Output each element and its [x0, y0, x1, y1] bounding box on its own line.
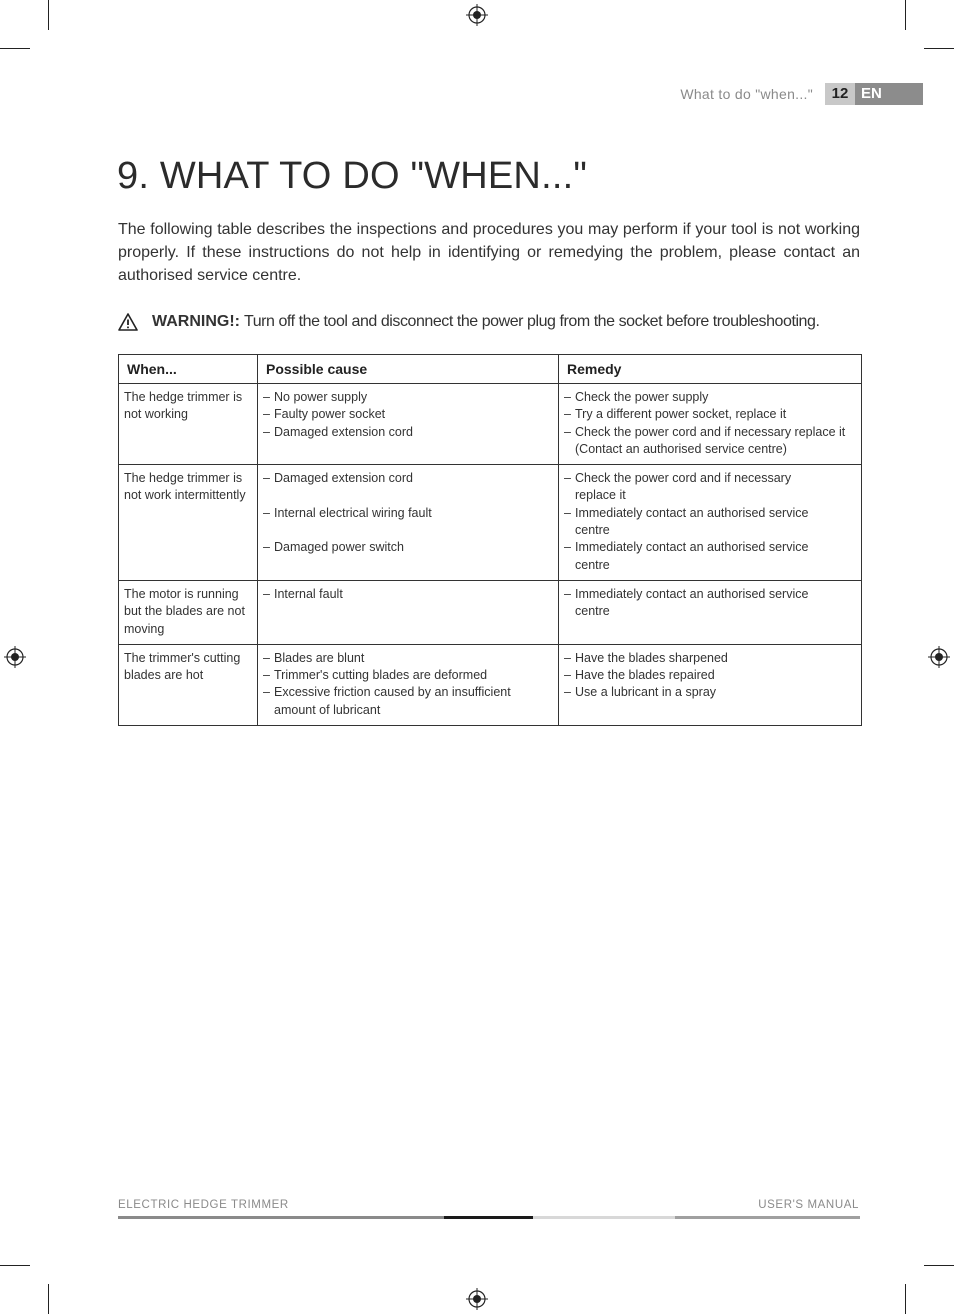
column-header-cause: Possible cause	[258, 355, 559, 384]
list-item: – Have the blades repaired	[564, 668, 715, 683]
when-cell: The hedge trimmer is not work intermittently	[119, 465, 258, 581]
crop-mark	[48, 0, 49, 30]
table-row	[119, 580, 862, 644]
list-item: – Damaged power switch	[263, 540, 404, 555]
list-item: – Check the power cord and if necessary replace it (Contact an authorised service centre)	[564, 424, 846, 456]
warning-triangle-icon	[118, 313, 138, 331]
troubleshooting-table	[118, 354, 862, 726]
list-item: – Trimmer's cutting blades are deformed	[263, 668, 488, 683]
column-header-when: When...	[119, 355, 258, 384]
page-badge	[825, 83, 923, 105]
list-item: – Use a lubricant in a spray	[564, 685, 717, 700]
remedy-cell	[559, 580, 862, 644]
crop-mark	[48, 1284, 49, 1314]
list-item: – No power supply	[263, 390, 368, 404]
crop-mark	[905, 1284, 906, 1314]
crop-mark	[0, 1265, 30, 1266]
footer-product-name: ELECTRIC HEDGE TRIMMER	[118, 1199, 289, 1211]
list-item: – Internal electrical wiring fault	[263, 505, 432, 520]
list-item: – Blades are blunt	[263, 650, 365, 665]
list-item: – Excessive friction caused by an insufficient amount of lubricant	[263, 685, 511, 717]
list-item: – Try a different power socket, replace it	[564, 407, 787, 422]
footer-bar	[675, 1216, 860, 1219]
table-header-row	[119, 355, 862, 384]
list-item: – Check the power cord and if necessary replace it	[564, 471, 792, 503]
crop-mark	[0, 48, 30, 49]
language-code: EN	[855, 83, 923, 105]
cause-cell	[258, 384, 559, 465]
running-head: What to do "when..."	[680, 86, 813, 102]
list-item: – Damaged extension cord	[263, 471, 413, 486]
column-header-remedy: Remedy	[559, 355, 862, 384]
footer-bar	[444, 1216, 533, 1219]
footer-bar	[533, 1216, 675, 1219]
list-item: – Immediately contact an authorised service centre	[564, 540, 809, 572]
crop-mark	[905, 0, 906, 30]
table-row	[119, 465, 862, 581]
footer-manual-label: USER'S MANUAL	[758, 1199, 859, 1211]
remedy-cell	[559, 465, 862, 581]
when-cell: The hedge trimmer is not working	[119, 384, 258, 465]
warning-notice	[118, 313, 878, 331]
when-cell: The motor is running but the blades are not moving	[119, 580, 258, 644]
remedy-cell	[559, 384, 862, 465]
list-item: – Internal fault	[263, 586, 343, 601]
list-item: – Check the power supply	[564, 390, 709, 404]
warning-label: WARNING!:	[152, 313, 240, 330]
footer-bar	[118, 1216, 444, 1219]
crop-mark	[924, 48, 954, 49]
registration-mark-icon	[466, 1288, 488, 1310]
list-item: – Immediately contact an authorised service centre	[564, 586, 809, 619]
list-item: – Damaged extension cord	[263, 424, 413, 439]
table-row	[119, 384, 862, 465]
table-row	[119, 644, 862, 725]
warning-text: Turn off the tool and disconnect the power plug from the socket before troubleshooting.	[243, 313, 820, 330]
cause-cell	[258, 644, 559, 725]
registration-mark-icon	[466, 4, 488, 26]
list-item: – Have the blades sharpened	[564, 650, 728, 665]
list-item: – Faulty power socket	[263, 407, 386, 422]
crop-mark	[924, 1265, 954, 1266]
cause-cell	[258, 580, 559, 644]
when-cell: The trimmer's cutting blades are hot	[119, 644, 258, 725]
intro-paragraph: The following table describes the inspections and procedures you may perform if your tool is not working properly. If these instructions do not help in identifying or remedying the problem, please contact an authorised service centre.	[118, 221, 860, 284]
list-item: – Immediately contact an authorised service centre	[564, 505, 809, 538]
page-number: 12	[825, 83, 855, 105]
section-title: 9. WHAT TO DO "WHEN..."	[117, 155, 588, 197]
registration-mark-icon	[4, 646, 26, 668]
registration-mark-icon	[928, 646, 950, 668]
cause-cell	[258, 465, 559, 581]
remedy-cell	[559, 644, 862, 725]
